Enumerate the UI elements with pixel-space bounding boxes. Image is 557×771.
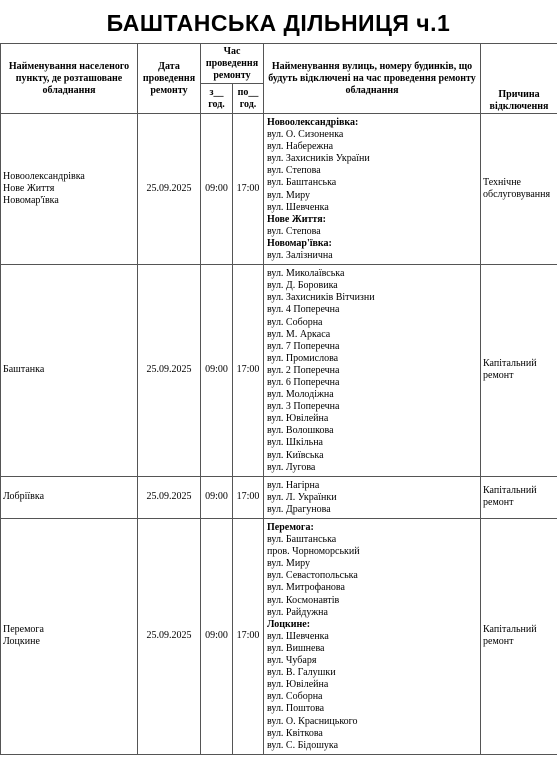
street-name: вул. Молодіжна [267, 389, 334, 401]
street-name: вул. 6 Поперечна [267, 376, 340, 388]
locality-name: Лобріївка [3, 491, 45, 503]
street-name: вул. Ювілейна [267, 679, 329, 691]
date-cell: 25.09.2025 [138, 114, 201, 265]
time-to-cell: 17:00 [233, 476, 264, 518]
street-name: вул. Миру [267, 558, 311, 570]
time-from-cell: 09:00 [201, 476, 233, 518]
street-name: вул. 7 Поперечна [267, 340, 340, 352]
street-name: вул. Вишнева [267, 642, 325, 654]
street-name: вул. О. Сизоненка [267, 129, 344, 141]
header-time-from: з__ год. [201, 84, 233, 114]
reason-text: Технічне [483, 177, 521, 189]
street-name: вул. 2 Поперечна [267, 364, 340, 376]
reason-text: ремонт [483, 636, 514, 648]
street-name: вул. Соборна [267, 316, 323, 328]
reason-text: Капітальний [483, 485, 537, 497]
time-to-cell: 17:00 [233, 114, 264, 265]
date-cell: 25.09.2025 [138, 519, 201, 755]
locality-name: Нове Життя [3, 183, 55, 195]
time-from-cell: 09:00 [201, 265, 233, 477]
street-name: вул. Баштанська [267, 534, 337, 546]
header-streets: Найменування вулиць, номеру будинків, що будуть відключені на час проведення ремонту обладнання [264, 44, 481, 114]
street-name: пров. Чорноморський [267, 546, 360, 558]
header-locality: Найменування населеного пункту, де розташоване обладнання [1, 44, 138, 114]
street-name: вул. Севастопольська [267, 570, 358, 582]
street-name: вул. Захисників України [267, 153, 370, 165]
street-name: вул. Л. Українки [267, 491, 337, 503]
reason-cell [481, 476, 557, 518]
header-date: Дата проведення ремонту [138, 44, 201, 114]
streets-cell [264, 519, 481, 755]
street-name: вул. Митрофанова [267, 582, 345, 594]
table-row [1, 114, 557, 265]
reason-cell [481, 114, 557, 265]
table-row [1, 519, 557, 755]
street-name: вул. Шевченка [267, 201, 329, 213]
street-name: вул. Соборна [267, 691, 323, 703]
street-name: вул. Миру [267, 189, 311, 201]
streets-cell [264, 476, 481, 518]
street-name: вул. Ювілейна [267, 413, 329, 425]
street-name: вул. Степова [267, 225, 321, 237]
street-name: вул. Поштова [267, 703, 325, 715]
header-time-to: по__ год. [233, 84, 264, 114]
street-name: вул. Волошкова [267, 425, 334, 437]
street-name: вул. Захисників Вітчизни [267, 292, 375, 304]
street-name: вул. В. Галушки [267, 667, 336, 679]
street-name: вул. Шевченка [267, 630, 329, 642]
street-name: вул. 3 Поперечна [267, 401, 340, 413]
locality-cell [1, 265, 138, 477]
document-title: БАШТАНСЬКА ДІЛЬНИЦЯ ч.1 [106, 10, 451, 36]
table-row [1, 265, 557, 477]
time-to-cell: 17:00 [233, 265, 264, 477]
locality-cell [1, 476, 138, 518]
street-name: вул. Космонавтів [267, 594, 340, 606]
date-cell: 25.09.2025 [138, 265, 201, 477]
street-name: вул. Степова [267, 165, 321, 177]
header-reason: Причина відключення [481, 44, 557, 114]
street-name: вул. Драгунова [267, 503, 331, 515]
street-name: вул. Промислова [267, 352, 339, 364]
time-from-cell: 09:00 [201, 519, 233, 755]
village-heading: Новоолександрівка: [267, 117, 359, 128]
reason-cell [481, 519, 557, 755]
street-name: вул. Миколаївська [267, 268, 345, 280]
reason-text: обслуговування [483, 189, 551, 201]
table-body [1, 114, 557, 755]
street-name: вул. Шкільна [267, 437, 323, 449]
village-heading: Перемога: [267, 522, 314, 533]
header-time: Час проведення ремонту [201, 44, 264, 84]
time-from-cell: 09:00 [201, 114, 233, 265]
table-row [1, 476, 557, 518]
locality-name: Лоцкине [3, 636, 40, 648]
street-name: вул. Залізнична [267, 250, 333, 262]
reason-text: Капітальний [483, 358, 537, 370]
street-name: вул. Чубаря [267, 655, 317, 667]
locality-name: Новоолександрівка [3, 171, 85, 183]
locality-cell [1, 114, 138, 265]
village-heading: Нове Життя: [267, 213, 326, 225]
street-name: вул. Лугова [267, 461, 316, 473]
street-name: вул. О. Красницького [267, 715, 358, 727]
time-to-cell: 17:00 [233, 519, 264, 755]
reason-text: Капітальний [483, 624, 537, 636]
street-name: вул. С. Бідошука [267, 739, 339, 751]
locality-name: Перемога [3, 624, 44, 636]
locality-cell [1, 519, 138, 755]
locality-name: Баштанка [3, 364, 45, 376]
street-name: вул. 4 Поперечна [267, 304, 340, 316]
reason-cell [481, 265, 557, 477]
street-name: вул. Д. Боровика [267, 280, 338, 292]
streets-cell [264, 114, 481, 265]
reason-text: ремонт [483, 497, 514, 509]
village-heading: Лоцкине: [267, 618, 311, 630]
village-heading: Новомар'ївка: [267, 237, 332, 249]
reason-text: ремонт [483, 370, 514, 382]
streets-cell [264, 265, 481, 477]
street-name: вул. М. Аркаса [267, 328, 331, 340]
locality-name: Новомар'ївка [3, 195, 59, 207]
street-name: вул. Київська [267, 449, 324, 461]
street-name: вул. Нагірна [267, 479, 320, 491]
date-cell: 25.09.2025 [138, 476, 201, 518]
street-name: вул. Квіткова [267, 727, 323, 739]
street-name: вул. Набережна [267, 141, 334, 153]
outage-schedule-table [0, 43, 557, 755]
street-name: вул. Баштанська [267, 177, 337, 189]
street-name: вул. Райдужна [267, 606, 328, 618]
